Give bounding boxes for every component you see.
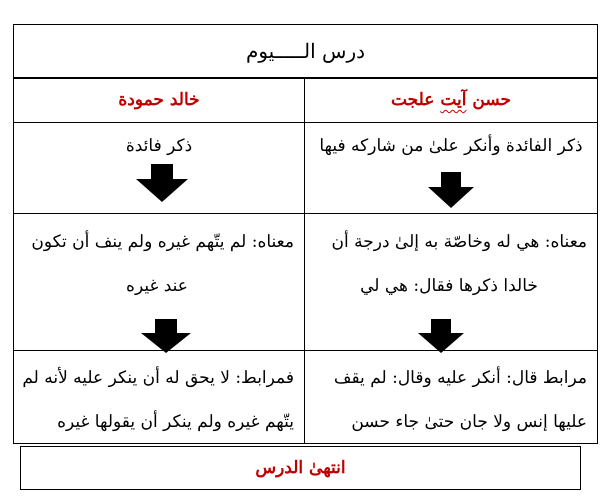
left-row3-line1: فمرابط: لا يحق له أن ينكر عليه لأنه لم [22,368,294,388]
right-column-header [305,79,597,122]
left-row3-text [14,356,304,442]
left-row2-line2: عند غيره [126,276,188,296]
arrow-down-icon [141,319,191,353]
right-row3-line2: عليها إنس ولا جان حتىٰ جاء حسن [351,412,587,432]
left-column-header: خالد حمودة [118,90,200,110]
right-row1-text: ذكر الفائدة وأنكر علىٰ من شاركه فيها [319,136,583,156]
right-name-squiggle: آيت [440,90,467,110]
page-title: درس الـــــيوم [245,39,366,63]
right-row2-line1: معناه: هي له وخاصّة به إلىٰ درجة أن [331,232,587,252]
left-row1-text: ذكر فائدة [125,136,193,156]
row-divider-header [13,122,598,123]
footer-label: انتهىٰ الدرس [255,458,346,478]
right-name-last: علجت [390,90,435,110]
footer-box [20,446,581,490]
right-row3-line1: مرابط قال: أنكر عليه وقال: لم يقف [333,368,587,388]
arrow-down-icon [428,172,474,208]
arrow-down-icon [418,319,464,353]
title-box [13,24,598,78]
row-divider-1 [13,213,598,214]
right-row2-line2: خالدا ذكرها فقال: هي لي [360,276,538,296]
left-row2-text [14,220,304,306]
right-row2-text [305,220,597,306]
arrow-down-icon [136,164,188,202]
right-row3-text [305,356,597,442]
right-name-first: حسن [472,90,512,110]
left-row3-line2: يتّهم غيره ولم ينكر أن يقولها غيره [57,412,294,432]
row-divider-2 [13,350,598,351]
left-row2-line1: معناه: لم يتّهم غيره ولم ينف أن تكون [31,232,294,252]
